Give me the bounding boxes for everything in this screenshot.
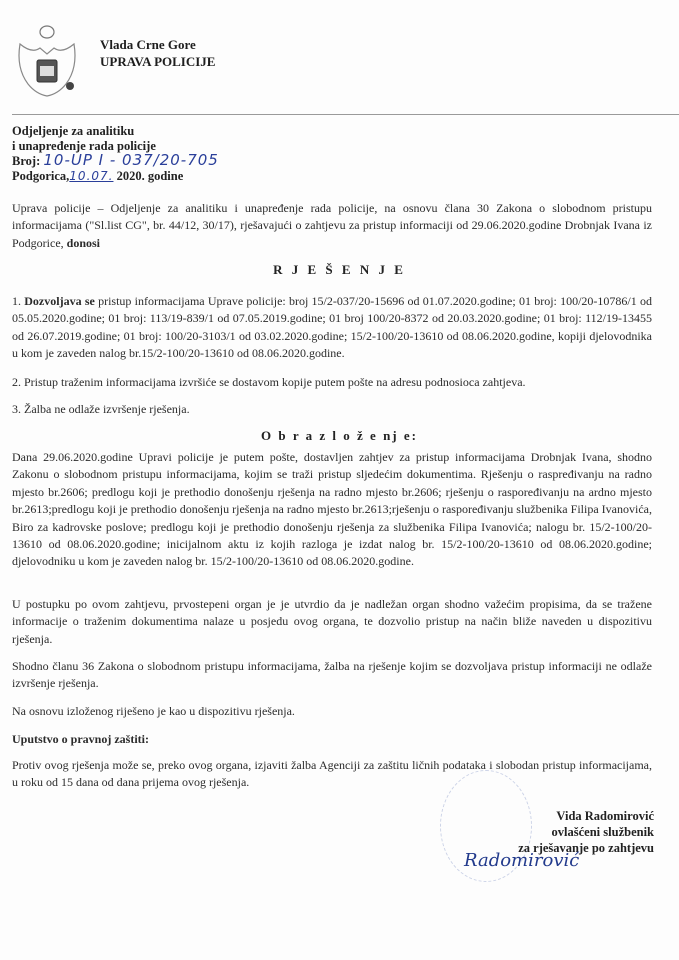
reasoning-title: O b r a z l o ž e nj e: [261,428,418,443]
reasoning-paragraph-2: U postupku po ovom zahtjevu, prvostepeni organ je je utvrdio da je nadležan organ shodno važećim propisima, da se tražene informacije o traženim dokumentima nalaze u posjedu ovog organa, te dozvolio pristup na način bliže naveden u dispozitivu rješenja. [12,597,652,646]
reasoning-paragraph-3: Shodno članu 36 Zakona o slobodnom pristupu informacijama, žalba na rješenje kojim se dozvoljava pristup informaciji ne odlaže izvršenje rješenja. [12,659,652,691]
item-bold: Dozvoljava se [24,294,95,308]
item-text: pristup informacijama Uprave policije: broj 15/2-037/20-15696 od 01.07.2020.godine; 01 broj: 100/20-10786/1 od 05.05.2020.godine; 01 broj: 113/19-839/1 od 07.05.2019.godine; 01 broj 100/20-8372 od 20.03.2020.godine; 01 broj: 112/19-13455 od 26.07.2019.godine; 01 broj: 100/20-3103/1 od 03.02.2020.godine; 15/2-100/20-13610 od 08.06.2020.godine, kopiji djelovodnika u kom je zaveden nalog br.15/2-100/20-13610 od 08.06.2020.godine. [12,294,653,361]
date-handwritten: 10.07. [69,168,114,183]
decision-item-3: 3. Žalba ne odlaže izvršenje rješenja. [12,402,190,416]
coat-of-arms-icon [14,24,80,102]
department-line-1: Odjeljenje za analitiku [12,124,135,138]
reference-number [12,153,219,169]
header-divider [12,114,679,115]
signatory-block [474,808,654,856]
reasoning-paragraph-4: Na osnovu izloženog riješeno je kao u dispozitivu rješenja. [12,704,295,718]
department-line-2: i unapređenje rada policije [12,138,156,153]
legal-remedy-title: Uputstvo o pravnoj zaštiti: [12,732,149,746]
place-date [12,169,219,184]
issuer-header [100,36,215,70]
date-suffix: 2020. godine [116,168,184,183]
intro-text: Uprava policije – Odjeljenje za analitiku i unapređenje rada policije, na osnovu člana 30 Zakona o slobodnom pristupu informacijama ("Sl.list CG", br. 44/12, 30/17), rješavajući o zahtjevu za pristup informaciji od 29.06.2020.godine Drobnjak Ivana iz Podgorice, [12,201,652,250]
agency-name: UPRAVA POLICIJE [100,54,216,69]
reference-handwritten: 10-UP I - 037/20-705 [43,151,219,169]
handwritten-signature: Radomirović [464,850,580,871]
signatory-role-1: ovlašćeni službenik [551,825,654,839]
reference-label: Broj: [12,154,41,168]
decision-item-1 [12,293,652,363]
legal-remedy-text: Protiv ovog rješenja može se, preko ovog organa, izjaviti žalba Agenciji za zaštitu ličnih podataka i slobodan pristup informacijama, u roku od 15 dana od dana prijema ovog rješenja. [12,758,652,790]
intro-paragraph [12,200,652,252]
place-label: Podgorica, [12,168,70,183]
decision-item-2: 2. Pristup traženim informacijama izvršiće se dostavom kopije putem pošte na adresu podnosioca zahtjeva. [12,375,526,389]
reasoning-paragraph-1: Dana 29.06.2020.godine Upravi policije je putem pošte, dostavljen zahtjev za pristup informacijama Drobnjak Ivana, shodno Zakonu o slobodnom pristupu informacijama, kojim se traži pristup sljedećim dokumentima. Rješenju o raspređivanju na radno mjesto br.2606; predlogu koji je prethodio donošenju rješenja na radno mjesto br.2606; rješenju o raspoređivanju na ardno mjesto br.2613;predlogu koji je prethodio donošenju rješenja na radno mjesto br.2613;rješenju o raspoređivanju službenika Filipa Ivanovića, Biro za kadrovske poslove; predlogu koji je prethodio donošenju rješenja za službenika Filipa Ivanovića; nalogu br. 15/2-100/20-13610 od 08.06.2020.godine; inicijalnom aktu iz kojih razloga je izdat nalog br. 15/2-100/20-13610 od 08.06.2020.godine; djelovodniku u kom je zaveden nalog br. 15/2-100/20-13610 od 08.06.2020.godine. [12,450,652,569]
signatory-role-2: za rješavanje po zahtjevu [518,841,654,855]
government-name: Vlada Crne Gore [100,37,196,52]
item-number: 1. [12,294,25,308]
signatory-name: Vida Radomirović [556,809,654,823]
intro-bold: donosi [66,235,101,250]
department-block [12,124,219,183]
decision-title: R J E Š E N J E [273,262,406,277]
